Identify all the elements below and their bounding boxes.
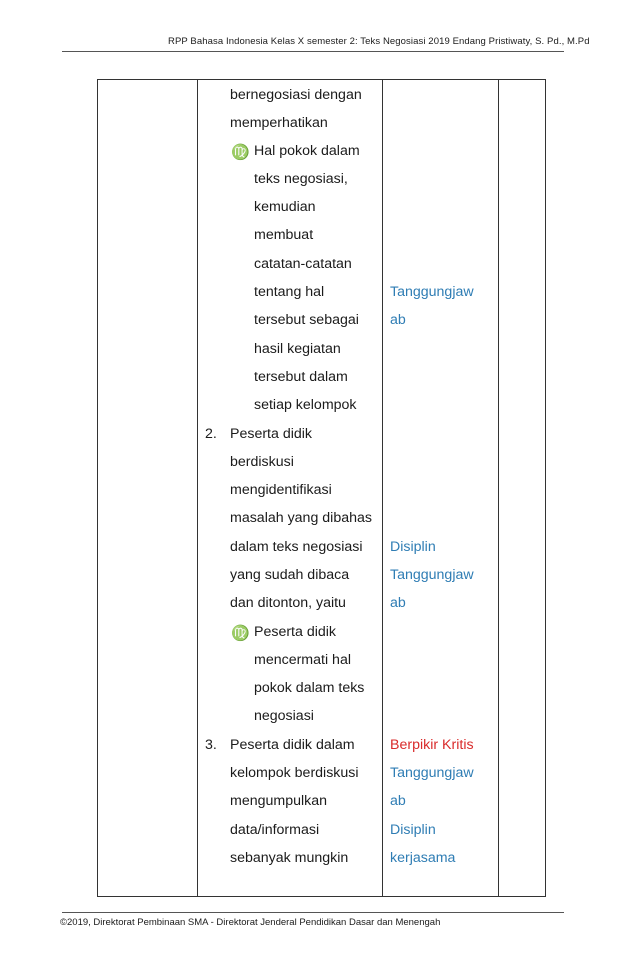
activity-line: dan ditonton, yaitu <box>230 595 346 611</box>
activity-line: masalah yang dibahas <box>230 510 372 526</box>
page-header: RPP Bahasa Indonesia Kelas X semester 2: Teks Negosiasi 2019 Endang Pristiwaty, S. Pd., M.Pd <box>168 36 590 47</box>
bullet-line: setiap kelompok <box>254 397 357 413</box>
bullet-line: tentang hal <box>254 284 325 300</box>
footer-rule <box>62 912 564 913</box>
bullet-line: kemudian <box>254 199 316 215</box>
bullet-line: hasil kegiatan <box>254 341 341 357</box>
activity-line: mengidentifikasi <box>230 482 332 498</box>
value-label: ab <box>390 793 406 809</box>
activity-line: data/informasi <box>230 822 320 838</box>
bullet-line: negosiasi <box>254 708 314 724</box>
activity-line: mengumpulkan <box>230 793 328 809</box>
activity-line: kelompok berdiskusi <box>230 765 359 781</box>
bullet-line: catatan-catatan <box>254 256 352 272</box>
value-label: Tanggungjaw <box>390 765 474 781</box>
activity-line: Peserta didik dalam <box>230 737 355 753</box>
column-divider <box>498 80 499 896</box>
bullet-line: Peserta didik <box>254 624 337 640</box>
activity-line: berdiskusi <box>230 454 294 470</box>
bullet-line: teks negosiasi, <box>254 171 348 187</box>
activity-line: bernegosiasi dengan <box>230 87 362 103</box>
bullet-line: tersebut dalam <box>254 369 348 385</box>
virgo-bullet-icon: ♍ <box>231 625 250 642</box>
activity-line: memperhatikan <box>230 115 328 131</box>
value-label: Disiplin <box>390 822 436 838</box>
bullet-line: pokok dalam teks <box>254 680 365 696</box>
item-number: 2. <box>205 426 217 442</box>
value-label: Disiplin <box>390 539 436 555</box>
column-divider <box>197 80 198 896</box>
page-footer: ©2019, Direktorat Pembinaan SMA - Direktorat Jenderal Pendidikan Dasar dan Menengah <box>60 917 441 928</box>
bullet-line: Hal pokok dalam <box>254 143 360 159</box>
bullet-line: tersebut sebagai <box>254 312 359 328</box>
activity-line: dalam teks negosiasi <box>230 539 363 555</box>
item-number: 3. <box>205 737 217 753</box>
value-label: Tanggungjaw <box>390 284 474 300</box>
activity-line: Peserta didik <box>230 426 313 442</box>
activity-line: sebanyak mungkin <box>230 850 349 866</box>
header-rule <box>62 51 564 52</box>
bullet-line: mencermati hal <box>254 652 351 668</box>
value-label: ab <box>390 595 406 611</box>
value-label: kerjasama <box>390 850 456 866</box>
activity-line: yang sudah dibaca <box>230 567 350 583</box>
bullet-line: membuat <box>254 227 314 243</box>
column-divider <box>382 80 383 896</box>
value-label: Tanggungjaw <box>390 567 474 583</box>
value-label: ab <box>390 312 406 328</box>
virgo-bullet-icon: ♍ <box>231 144 250 161</box>
value-label-emphasis: Berpikir Kritis <box>390 737 474 753</box>
